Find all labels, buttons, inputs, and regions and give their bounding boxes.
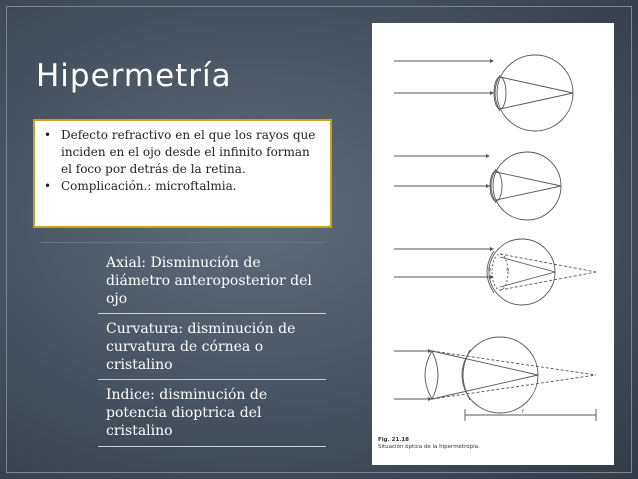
list-item-index: Indice: disminución de potencia dioptrica del cristalino	[98, 380, 326, 447]
eye-diagram-1	[394, 55, 573, 131]
label-f: f	[522, 409, 524, 415]
eye-diagram-4	[394, 337, 596, 421]
slide-title: Hipermetría	[36, 58, 232, 94]
eye-diagram	[372, 23, 614, 465]
eye-diagram-3	[394, 239, 596, 305]
label-a: a	[506, 267, 510, 273]
bullet-item-complication: • Complicación.: microftalmia.	[41, 178, 324, 195]
hypermetropia-types-list	[98, 248, 326, 447]
list-item-curvature: Curvatura: disminución de curvatura de córnea o cristalino	[98, 314, 326, 380]
bullet-item-definition: • Defecto refractivo en el que los rayos que inciden en el ojo desde el infinito forman el foco por detrás de la retina.	[41, 127, 324, 178]
figure-number: Fig. 21.18	[378, 437, 409, 443]
bullet-list	[41, 127, 324, 195]
bullet-box	[33, 119, 332, 228]
figure-caption	[378, 437, 480, 451]
list-divider	[40, 242, 326, 243]
label-b: b	[488, 267, 492, 273]
hypermetropia-figure	[372, 23, 614, 465]
figure-caption-text: Situación óptica de la hipermetropía.	[378, 444, 480, 450]
eye-diagram-2	[394, 152, 561, 220]
list-item-axial: Axial: Disminución de diámetro anteroposterior del ojo	[98, 248, 326, 314]
